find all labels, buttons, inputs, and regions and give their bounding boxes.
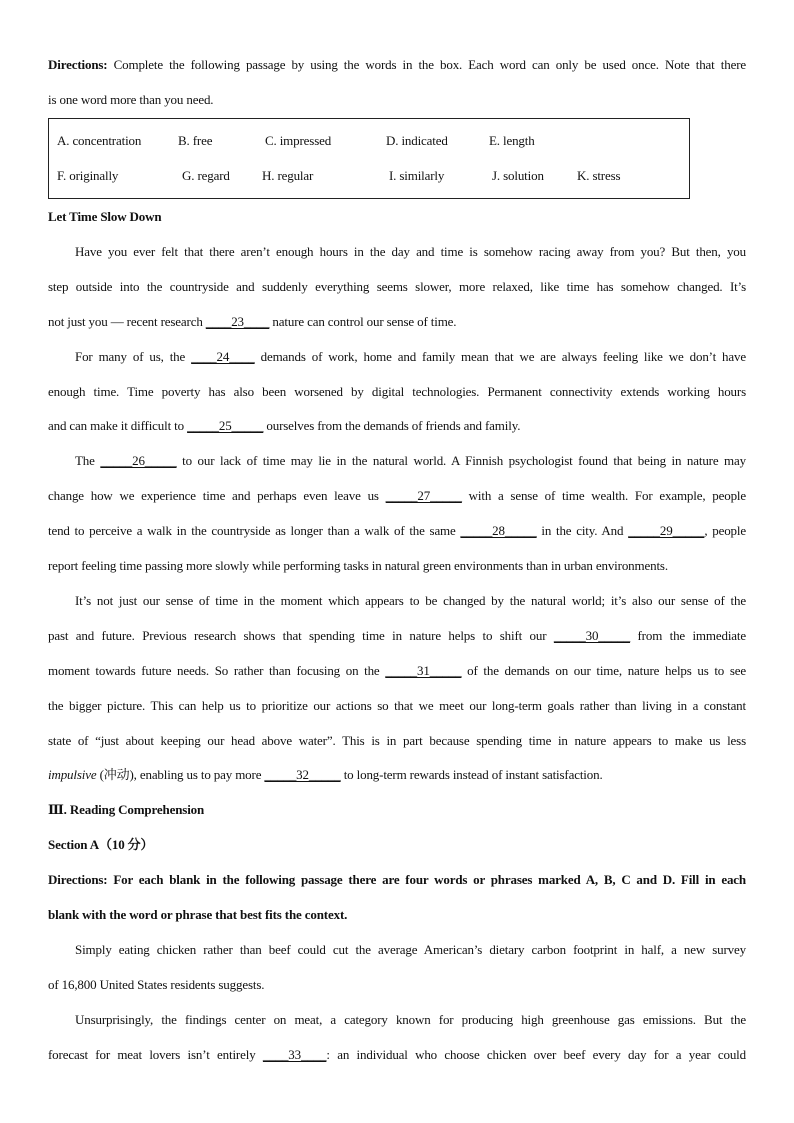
text-segment: moment towards future needs. So rather than focusing on the (48, 663, 386, 678)
text-segment: to our lack of time may lie in the natural world. A Finnish psychologist found that being in nature may (176, 453, 746, 468)
directions-text: Complete the following passage by using the words in the box. Each word can only be used once. Note that there (107, 57, 746, 72)
p1-line-1: Have you ever felt that there aren’t enough hours in the day and time is somehow racing away from you? But then, you (75, 244, 746, 259)
p2-line-2: enough time. Time poverty has also been worsened by digital technologies. Permanent connectivity extends working hours (48, 384, 746, 399)
p2-line-3 (48, 416, 746, 436)
section-a-directions-1: Directions: For each blank in the following passage there are four words or phrases marked A, B, C and D. Fill in each (48, 872, 746, 887)
text-segment: impulsive (48, 767, 97, 782)
p1-line-3 (48, 312, 746, 332)
directions-label: Directions: (48, 57, 108, 72)
text-segment: The (75, 453, 101, 468)
text-segment: past and future. Previous research shows that spending time in nature helps to shift our (48, 628, 554, 643)
s3-p2-line-1: Unsurprisingly, the findings center on meat, a category known for producing high greenhouse gas emissions. But the (75, 1012, 746, 1027)
text-segment: forecast for meat lovers isn’t entirely (48, 1047, 263, 1062)
option-f: F. originally (57, 168, 119, 183)
blank-32[interactable]: _____32_____ (264, 767, 341, 782)
text-segment: with a sense of time wealth. For example, people (461, 488, 746, 503)
passage-title: Let Time Slow Down (48, 209, 162, 224)
word-box (48, 118, 690, 199)
p4-line-3 (48, 661, 746, 681)
p2-line-1 (75, 347, 746, 367)
p4-line-2 (48, 626, 746, 646)
blank-26[interactable]: _____26_____ (100, 453, 177, 468)
blank-31[interactable]: _____31_____ (385, 663, 462, 678)
text-segment: nature can control our sense of time. (269, 314, 457, 329)
text-segment: For many of us, the (75, 349, 192, 364)
option-g: G. regard (182, 168, 230, 183)
text-segment: : an individual who choose chicken over beef every day for a year could (326, 1047, 746, 1062)
blank-28[interactable]: _____28_____ (460, 523, 537, 538)
p3-line-4: report feeling time passing more slowly while performing tasks in natural green environments than in urban environments. (48, 558, 668, 573)
blank-23[interactable]: ____23____ (205, 314, 270, 329)
text-segment: of the demands on our time, nature helps us to see (461, 663, 746, 678)
text-segment: from the immediate (630, 628, 746, 643)
section-a-heading: Section A（10 分） (48, 837, 154, 852)
s3-p2-line-2 (48, 1045, 746, 1065)
option-i: I. similarly (389, 168, 445, 183)
blank-30[interactable]: _____30_____ (553, 628, 631, 643)
option-b: B. free (178, 133, 213, 148)
p1-line-2: step outside into the countryside and suddenly everything seems slower, more relaxed, like time has somehow changed. It’s (48, 279, 746, 294)
text-segment: tend to perceive a walk in the countryside as longer than a walk of the same (48, 523, 461, 538)
option-e: E. length (489, 133, 535, 148)
p4-line-1: It’s not just our sense of time in the moment which appears to be changed by the natural world; it’s also our sense of the (75, 593, 746, 608)
section-a-directions-2: blank with the word or phrase that best fits the context. (48, 907, 348, 922)
text-segment: , people (704, 523, 746, 538)
blank-24[interactable]: ____24____ (191, 349, 255, 364)
text-segment: change how we experience time and perhaps even leave us (48, 488, 386, 503)
s3-p1-line-2: of 16,800 United States residents suggests. (48, 977, 265, 992)
p3-line-2 (48, 486, 746, 506)
text-segment: to long-term rewards instead of instant satisfaction. (340, 767, 603, 782)
text-segment: and can make it difficult to (48, 418, 188, 433)
s3-p1-line-1: Simply eating chicken rather than beef could cut the average American’s dietary carbon footprint in half, a new survey (75, 942, 746, 957)
option-d: D. indicated (386, 133, 448, 148)
p3-line-1 (75, 451, 746, 471)
text-segment: (冲动), enabling us to pay more (96, 767, 265, 782)
p4-line-4: the bigger picture. This can help us to prioritize our actions so that we meet our long-term goals rather than living in a constant (48, 698, 746, 713)
directions-line-2: is one word more than you need. (48, 92, 214, 107)
blank-29[interactable]: _____29_____ (628, 523, 705, 538)
section-heading: Ⅲ. Reading Comprehension (48, 802, 205, 817)
option-k: K. stress (577, 168, 621, 183)
p4-line-5: state of “just about keeping our head above water”. This is in part because spending time in nature appears to make us less (48, 733, 746, 748)
option-c: C. impressed (265, 133, 332, 148)
option-a: A. concentration (57, 133, 142, 148)
blank-25[interactable]: _____25_____ (187, 418, 264, 433)
blank-27[interactable]: _____27_____ (385, 488, 462, 503)
option-j: J. solution (492, 168, 544, 183)
directions-line-1 (48, 55, 746, 75)
p3-line-3 (48, 521, 746, 541)
text-segment: in the city. And (536, 523, 629, 538)
text-segment: not just you — recent research (48, 314, 206, 329)
blank-33[interactable]: ____33____ (262, 1047, 327, 1062)
text-segment: ourselves from the demands of friends and family. (263, 418, 521, 433)
p4-line-6 (48, 765, 746, 785)
text-segment: demands of work, home and family mean that we are always feeling like we don’t have (254, 349, 746, 364)
option-h: H. regular (262, 168, 314, 183)
